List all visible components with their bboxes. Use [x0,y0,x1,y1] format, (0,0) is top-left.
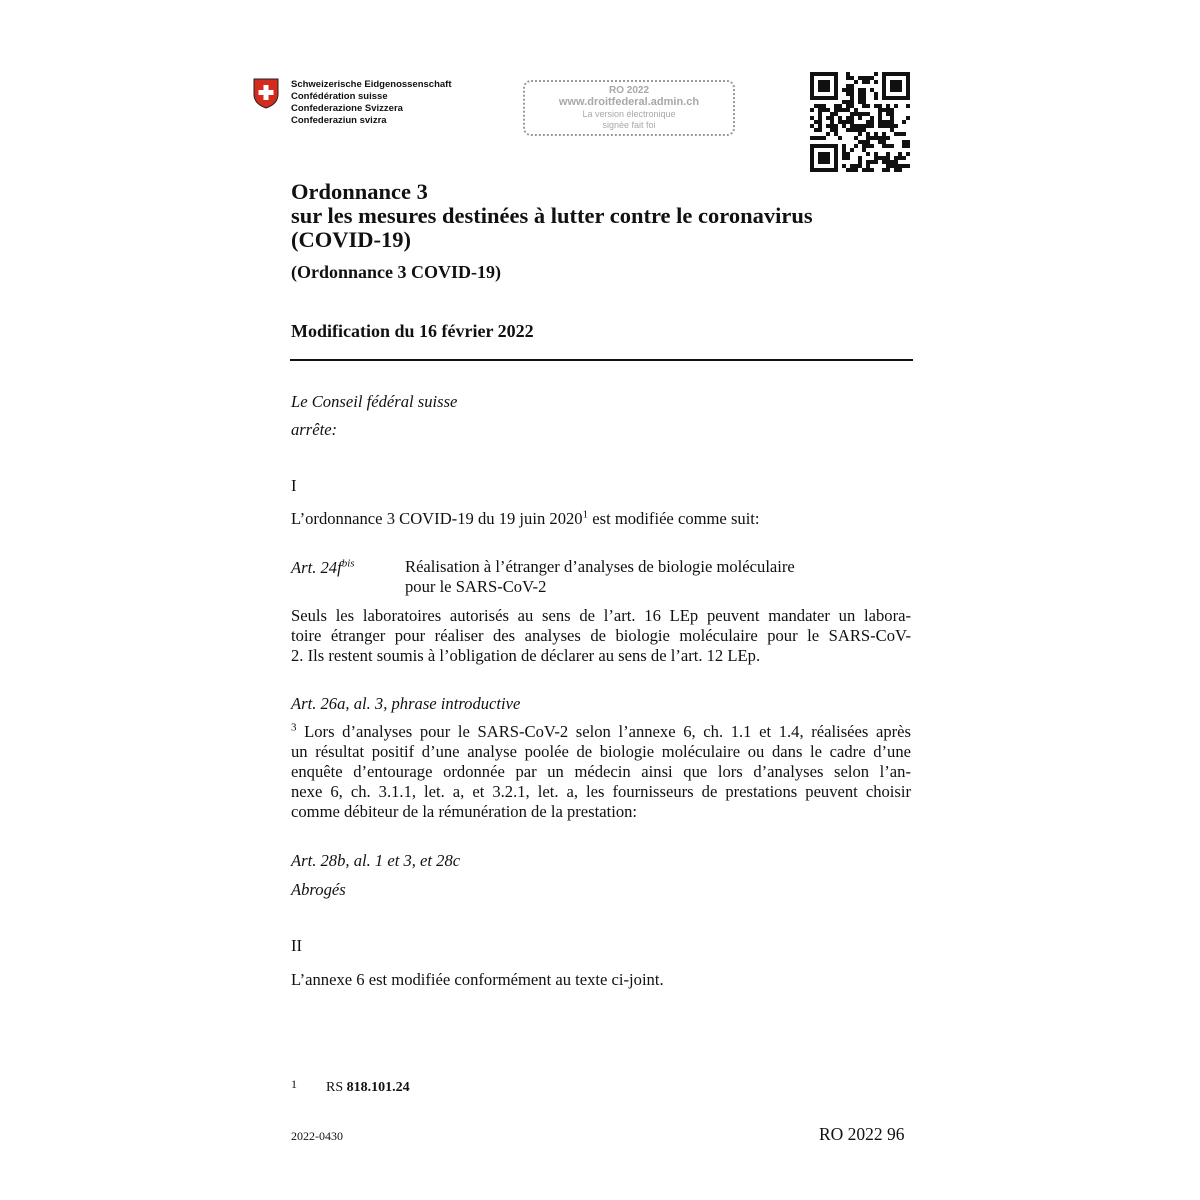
section-1-intro [291,509,760,529]
confederation-name-de: Schweizerische Eidgenossenschaft [291,79,452,90]
swiss-coat-of-arms-icon [253,78,279,109]
title-divider [290,359,913,361]
ro-reference: RO 2022 96 [819,1124,905,1144]
footnote-prefix: RS [326,1080,347,1095]
art-24f-body [291,606,911,666]
stamp-line-2: www.droitfederal.admin.ch [558,96,700,108]
title-line-1: Ordonnance 3 [291,179,428,204]
short-title: (Ordonnance 3 COVID-19) [291,262,501,282]
qr-code-icon [810,72,910,172]
art-26a-body-line-1 [291,722,911,742]
art-24f-label-sup: bis [341,557,355,570]
document-number: 2022-0430 [291,1129,343,1143]
art-24f-body-line-1: Seuls les laboratoires autorisés au sens de l’art. 16 LEp peuvent mandater un labora- [291,606,911,625]
confederation-name-rm: Confederaziun svizra [291,115,387,126]
art-24f-label [291,558,355,578]
art-24f-body-line-2: toire étranger pour réaliser des analyses de biologie moléculaire pour le SARS-CoV- [291,626,911,645]
ro-stamp [523,80,735,136]
art-24f-title-line-2: pour le SARS-CoV-2 [405,577,547,596]
art-26a-al-number: 3 [291,721,297,734]
footnote-ref[interactable]: 1 [582,508,589,521]
art-26a-heading: Art. 26a, al. 3, phrase introductive [291,694,521,713]
section-numeral-1: I [291,476,297,495]
preamble-decree: arrête: [291,420,338,439]
intro-text-end: est modifiée comme suit: [588,509,760,528]
art-26a-body-line-5: comme débiteur de la rémunération de la prestation: [291,802,638,821]
stamp-line-4: signée fait foi [602,120,656,130]
art-24f-title [405,557,795,597]
art-24f-body-line-3: 2. Ils restent soumis à l’obligation de déclarer au sens de l’art. 12 LEp. [291,646,761,665]
footnote-text [326,1080,410,1096]
footnote-ref-number: 818.101.24 [346,1080,410,1095]
art-26a-body-line-2: un résultat positif d’une analyse poolée de biologie moléculaire ou dans le cadre d’une [291,742,911,761]
section-2-text: L’annexe 6 est modifiée conformément au texte ci-joint. [291,970,664,989]
art-28b-status: Abrogés [291,880,346,899]
art-24f-label-text: Art. 24f [291,558,342,577]
title-line-2: sur les mesures destinées à lutter contre le coronavirus [291,203,813,228]
preamble-authority: Le Conseil fédéral suisse [291,392,458,411]
art-26a-body-first: Lors d’analyses pour le SARS-CoV-2 selon l’annexe 6, ch. 1.1 et 1.4, réalisées après [296,722,911,741]
art-24f-title-line-1: Réalisation à l’étranger d’analyses de biologie moléculaire [405,557,795,576]
qr-modules [810,72,910,172]
stamp-line-1: RO 2022 [608,85,650,96]
confederation-names [291,79,452,127]
art-26a-body [291,722,911,822]
art-26a-body-line-4: nexe 6, ch. 3.1.1, let. a, et 3.2.1, let. a, les fournisseurs de prestations peuvent choisir [291,782,911,801]
modification-date: Modification du 16 février 2022 [291,321,534,341]
document-title [291,180,931,252]
art-26a-body-line-3: enquête d’entourage ordonnée par un médecin ainsi que lors d’analyses selon l’an- [291,762,911,781]
intro-text: L’ordonnance 3 COVID-19 du 19 juin 2020 [291,509,583,528]
art-28b-heading: Art. 28b, al. 1 et 3, et 28c [291,851,461,870]
title-line-3: (COVID-19) [291,227,411,252]
confederation-name-fr: Confédération suisse [291,91,388,102]
confederation-name-it: Confederazione Svizzera [291,103,403,114]
stamp-line-3: La version électronique [582,109,676,119]
footnote-number: 1 [291,1077,297,1091]
section-numeral-2: II [291,936,303,955]
